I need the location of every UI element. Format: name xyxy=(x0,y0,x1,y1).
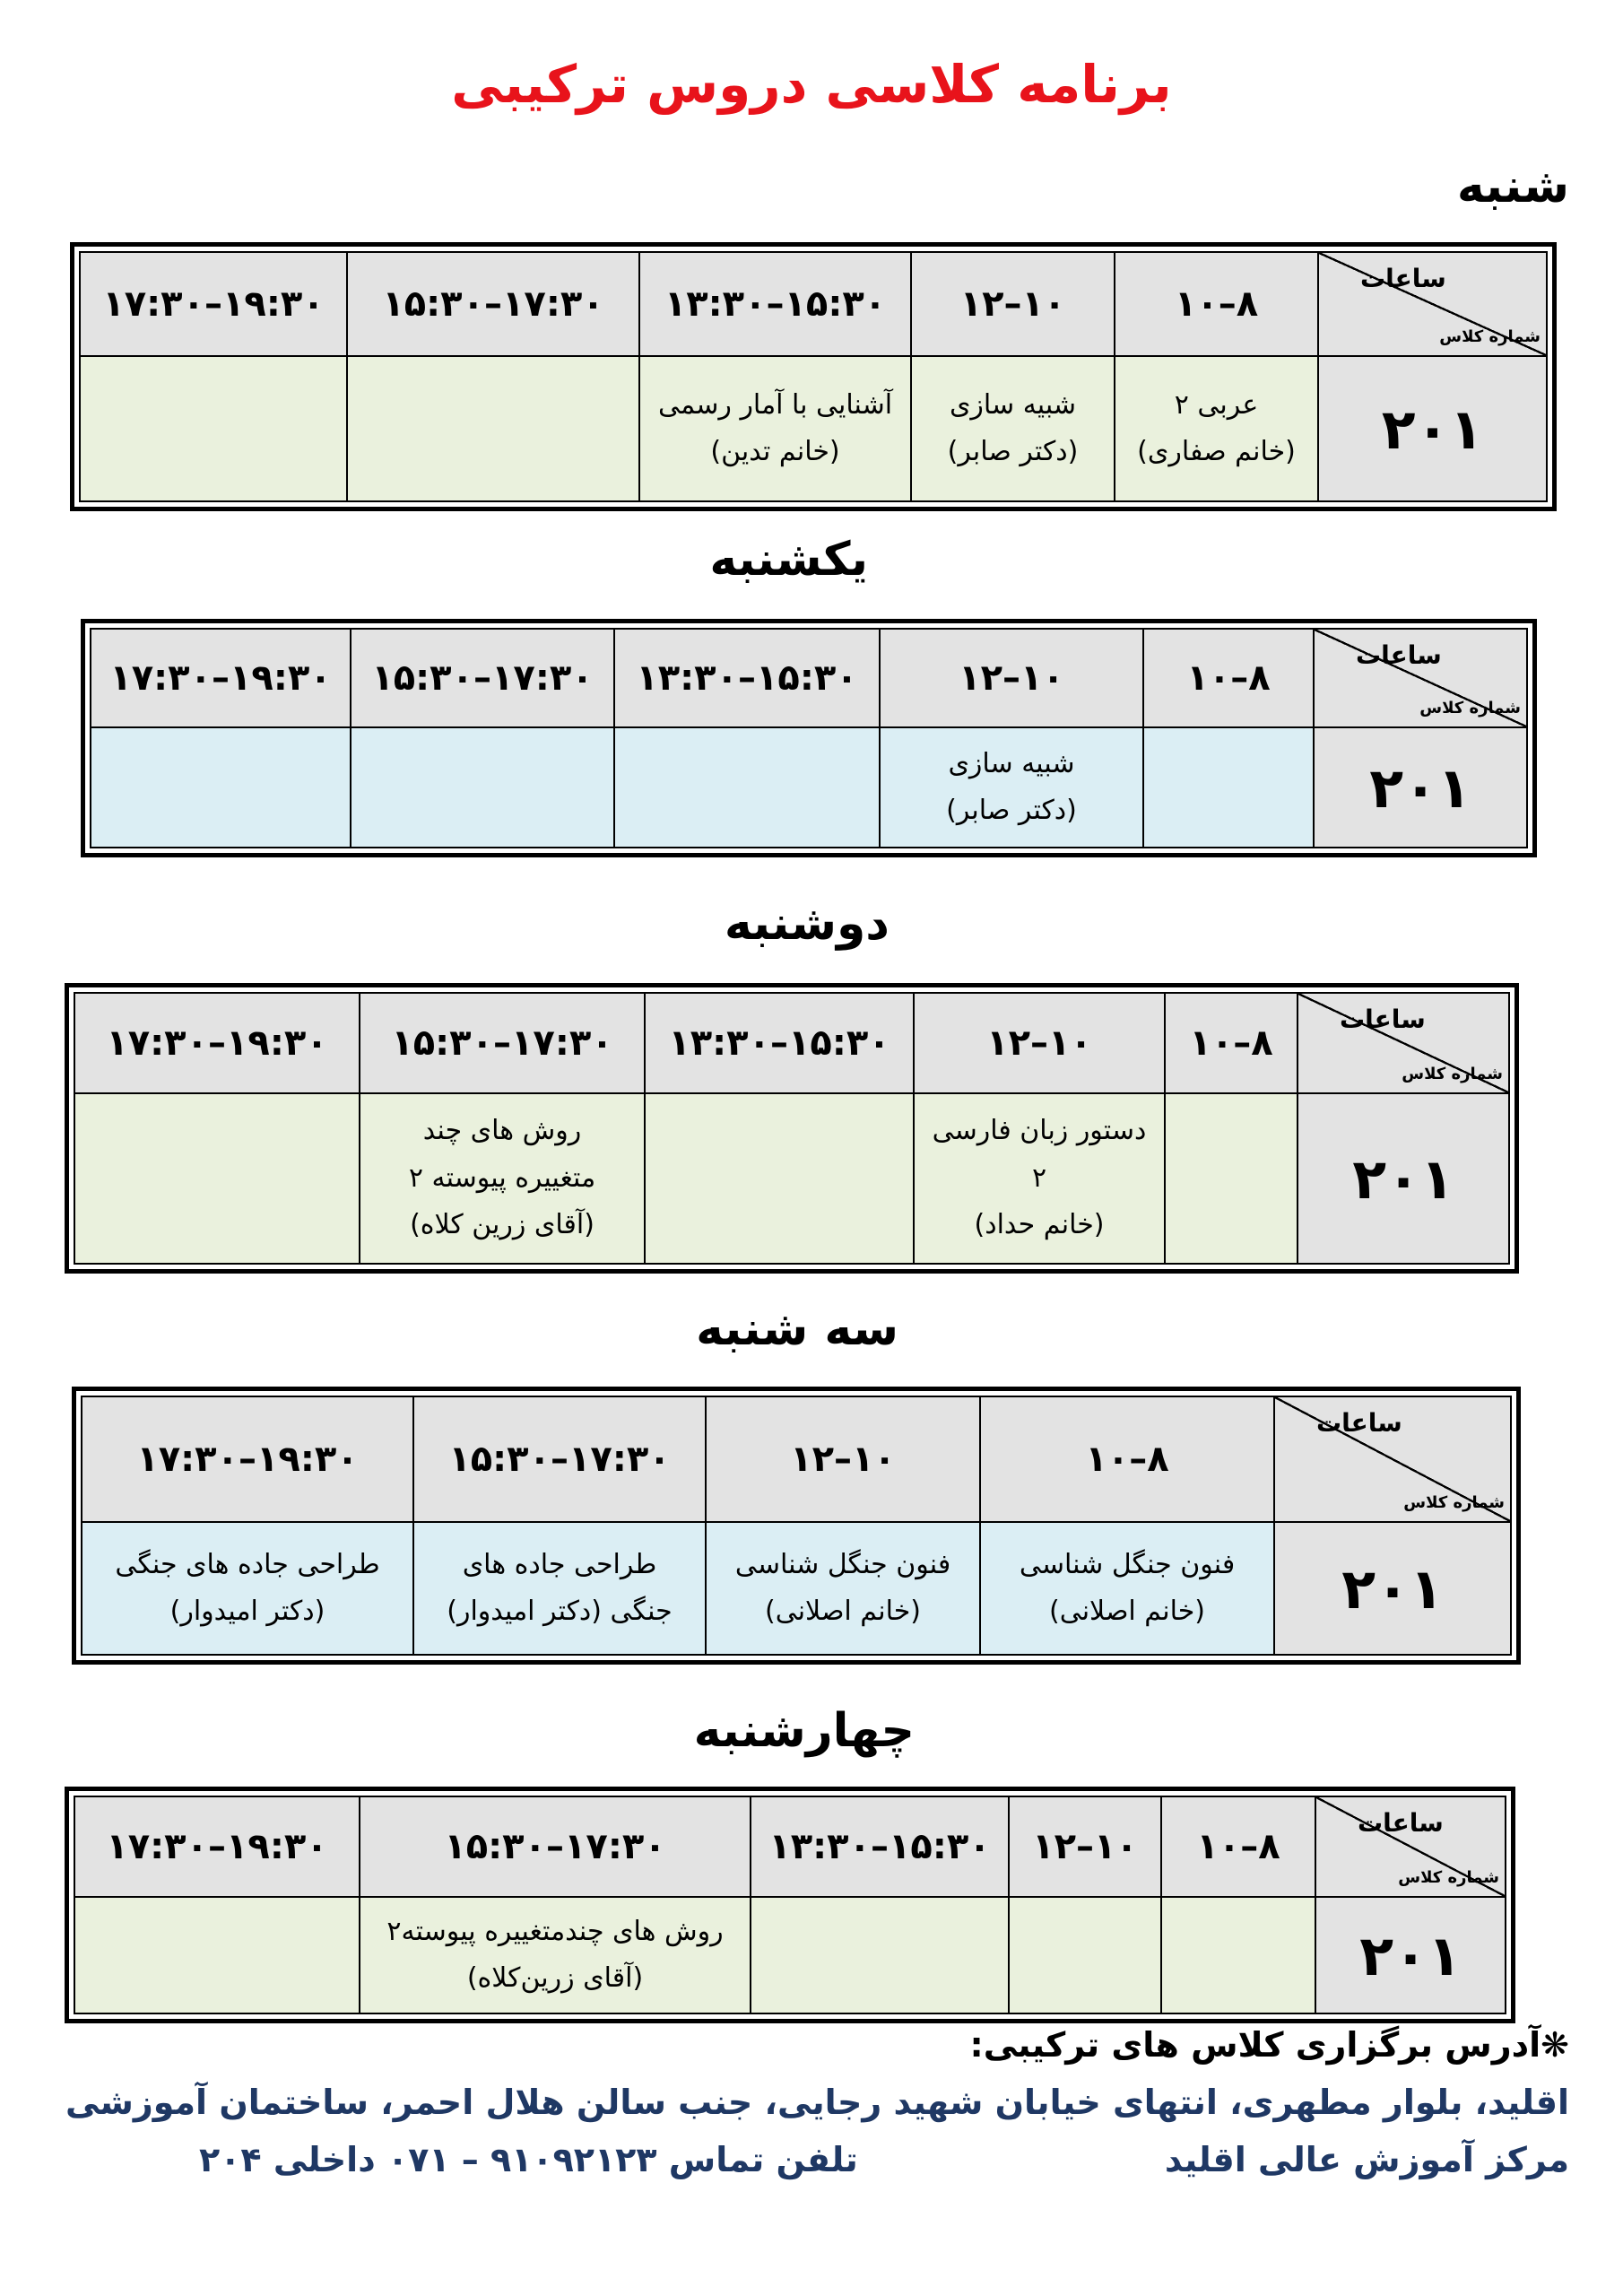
time-slot-header: ۱۵:۳۰–۱۷:۳۰ xyxy=(413,1396,706,1522)
course-cell xyxy=(1115,356,1318,501)
course-instructor: (خانم صفاری) xyxy=(1137,436,1296,467)
time-slot-header: ۱۰–۸ xyxy=(1165,993,1298,1093)
time-slot-header: ۱۰–۸ xyxy=(1161,1796,1315,1897)
day-title-monday: دوشنبه xyxy=(724,897,890,951)
course-cell xyxy=(360,1897,751,2013)
day-title-tuesday: سه شنبه xyxy=(696,1302,898,1356)
hours-label: ساعات xyxy=(1340,1004,1426,1034)
class-number-cell: ۲۰۱ xyxy=(1274,1522,1511,1655)
course-cell xyxy=(91,727,351,848)
schedule-table-tuesday xyxy=(81,1396,1512,1656)
time-slot-header: ۱۷:۳۰–۱۹:۳۰ xyxy=(74,993,360,1093)
time-slot-header: ۱۷:۳۰–۱۹:۳۰ xyxy=(91,629,351,727)
hours-label: ساعات xyxy=(1356,640,1442,670)
course-instructor: (خانم حداد) xyxy=(974,1209,1105,1241)
address-heading: ❋آدرس برگزاری کلاس های ترکیبی: xyxy=(969,2025,1569,2065)
course-cell xyxy=(1143,727,1314,848)
hours-label: ساعات xyxy=(1358,1808,1444,1838)
schedule-table-monday xyxy=(74,992,1510,1265)
course-name: شبیه سازی xyxy=(948,747,1075,779)
hours-label: ساعات xyxy=(1360,264,1446,293)
course-cell xyxy=(706,1522,980,1655)
course-name: فنون جنگل شناسی xyxy=(1019,1548,1236,1580)
course-cell xyxy=(645,1093,914,1264)
course-name: عربی ۲ xyxy=(1174,388,1259,421)
course-name-cont: متغییره پیوسته ۲ xyxy=(408,1161,596,1194)
course-instructor: (آقای زرین کلاه) xyxy=(410,1209,595,1241)
course-cell xyxy=(351,727,614,848)
course-instructor: (دکتر صابر) xyxy=(946,795,1077,826)
course-cell xyxy=(74,1897,360,2013)
class-number-label: شماره کلاس xyxy=(1439,327,1541,346)
course-cell xyxy=(347,356,639,501)
course-cell xyxy=(880,727,1143,848)
course-name: طراحی جاده های جنگی xyxy=(115,1548,380,1580)
time-slot-header: ۱۲–۱۰ xyxy=(706,1396,980,1522)
course-name-cont: ۲ xyxy=(1031,1161,1047,1194)
course-cell xyxy=(82,1522,413,1655)
schedule-table-wednesday xyxy=(74,1796,1506,2014)
time-slot-header: ۱۵:۳۰–۱۷:۳۰ xyxy=(360,1796,751,1897)
header-corner-cell xyxy=(1318,252,1547,356)
class-number-cell: ۲۰۱ xyxy=(1314,727,1527,848)
course-name: روش های چندمتغییره پیوسته۲ xyxy=(386,1915,724,1947)
schedule-table-sunday xyxy=(90,628,1528,848)
class-number-label: شماره کلاس xyxy=(1398,1868,1499,1887)
course-cell xyxy=(413,1522,706,1655)
course-instructor: (خانم تدین) xyxy=(710,436,840,467)
header-corner-cell xyxy=(1298,993,1509,1093)
course-cell xyxy=(911,356,1115,501)
time-slot-header: ۱۷:۳۰–۱۹:۳۰ xyxy=(74,1796,360,1897)
class-number-cell: ۲۰۱ xyxy=(1318,356,1547,501)
course-cell xyxy=(1009,1897,1161,2013)
class-number-label: شماره کلاس xyxy=(1402,1065,1503,1083)
course-name: روش های چند xyxy=(422,1115,582,1147)
contact-phone: تلفن تماس ۹۱۰۹۲۱۲۳ – ۰۷۱ داخلی ۲۰۴ xyxy=(199,2140,858,2179)
course-name: شبیه سازی xyxy=(949,388,1077,421)
header-corner-cell xyxy=(1314,629,1527,727)
course-cell xyxy=(980,1522,1274,1655)
course-cell xyxy=(74,1093,360,1264)
course-name: طراحی جاده های xyxy=(462,1548,657,1580)
address-line-2: مرکز آموزش عالی اقلید xyxy=(1164,2140,1569,2179)
time-slot-header: ۱۰–۸ xyxy=(980,1396,1274,1522)
course-instructor: (دکتر صابر) xyxy=(947,436,1079,467)
time-slot-header: ۱۲–۱۰ xyxy=(914,993,1165,1093)
course-instructor: جنگی (دکتر امیدوار) xyxy=(447,1596,673,1627)
class-number-cell: ۲۰۱ xyxy=(1298,1093,1509,1264)
header-corner-cell xyxy=(1315,1796,1506,1897)
time-slot-header: ۱۳:۳۰–۱۵:۳۰ xyxy=(751,1796,1009,1897)
time-slot-header: ۱۳:۳۰–۱۵:۳۰ xyxy=(614,629,880,727)
course-instructor: (آقای زرین‌کلاه) xyxy=(466,1962,644,1994)
course-instructor: (دکتر امیدوار) xyxy=(169,1596,325,1627)
course-name: دستور زبان فارسی xyxy=(932,1115,1147,1147)
time-slot-header: ۱۵:۳۰–۱۷:۳۰ xyxy=(347,252,639,356)
course-cell xyxy=(639,356,911,501)
page-title: برنامه کلاسی دروس ترکیبی xyxy=(451,54,1172,115)
course-cell xyxy=(751,1897,1009,2013)
course-cell xyxy=(914,1093,1165,1264)
class-number-cell: ۲۰۱ xyxy=(1315,1897,1506,2013)
address-line-1: اقلید، بلوار مطهری، انتهای خیابان شهید رجایی، جنب سالن هلال احمر، ساختمان آموزشی xyxy=(65,2083,1569,2122)
day-title-saturday: شنبه xyxy=(1456,160,1569,213)
course-name: آشنایی با آمار رسمی xyxy=(657,388,893,421)
course-name: فنون جنگل شناسی xyxy=(734,1548,951,1580)
day-title-sunday: یکشنبه xyxy=(709,533,868,587)
time-slot-header: ۱۲–۱۰ xyxy=(1009,1796,1161,1897)
time-slot-header: ۱۰–۸ xyxy=(1115,252,1318,356)
time-slot-header: ۱۵:۳۰–۱۷:۳۰ xyxy=(360,993,645,1093)
time-slot-header: ۱۲–۱۰ xyxy=(911,252,1115,356)
day-title-wednesday: چهارشنبه xyxy=(693,1704,915,1758)
hours-label: ساعات xyxy=(1316,1408,1402,1438)
time-slot-header: ۱۰–۸ xyxy=(1143,629,1314,727)
time-slot-header: ۱۳:۳۰–۱۵:۳۰ xyxy=(645,993,914,1093)
class-number-label: شماره کلاس xyxy=(1419,699,1521,718)
time-slot-header: ۱۳:۳۰–۱۵:۳۰ xyxy=(639,252,911,356)
time-slot-header: ۱۷:۳۰–۱۹:۳۰ xyxy=(82,1396,413,1522)
course-instructor: (خانم اصلانی) xyxy=(1048,1596,1205,1627)
schedule-table-saturday xyxy=(79,251,1548,502)
course-cell xyxy=(80,356,347,501)
course-cell xyxy=(1161,1897,1315,2013)
course-cell xyxy=(1165,1093,1298,1264)
class-number-label: شماره کلاس xyxy=(1403,1493,1505,1512)
course-instructor: (خانم اصلانی) xyxy=(764,1596,921,1627)
course-cell xyxy=(360,1093,645,1264)
time-slot-header: ۱۵:۳۰–۱۷:۳۰ xyxy=(351,629,614,727)
course-cell xyxy=(614,727,880,848)
time-slot-header: ۱۲–۱۰ xyxy=(880,629,1143,727)
header-corner-cell xyxy=(1274,1396,1511,1522)
time-slot-header: ۱۷:۳۰–۱۹:۳۰ xyxy=(80,252,347,356)
